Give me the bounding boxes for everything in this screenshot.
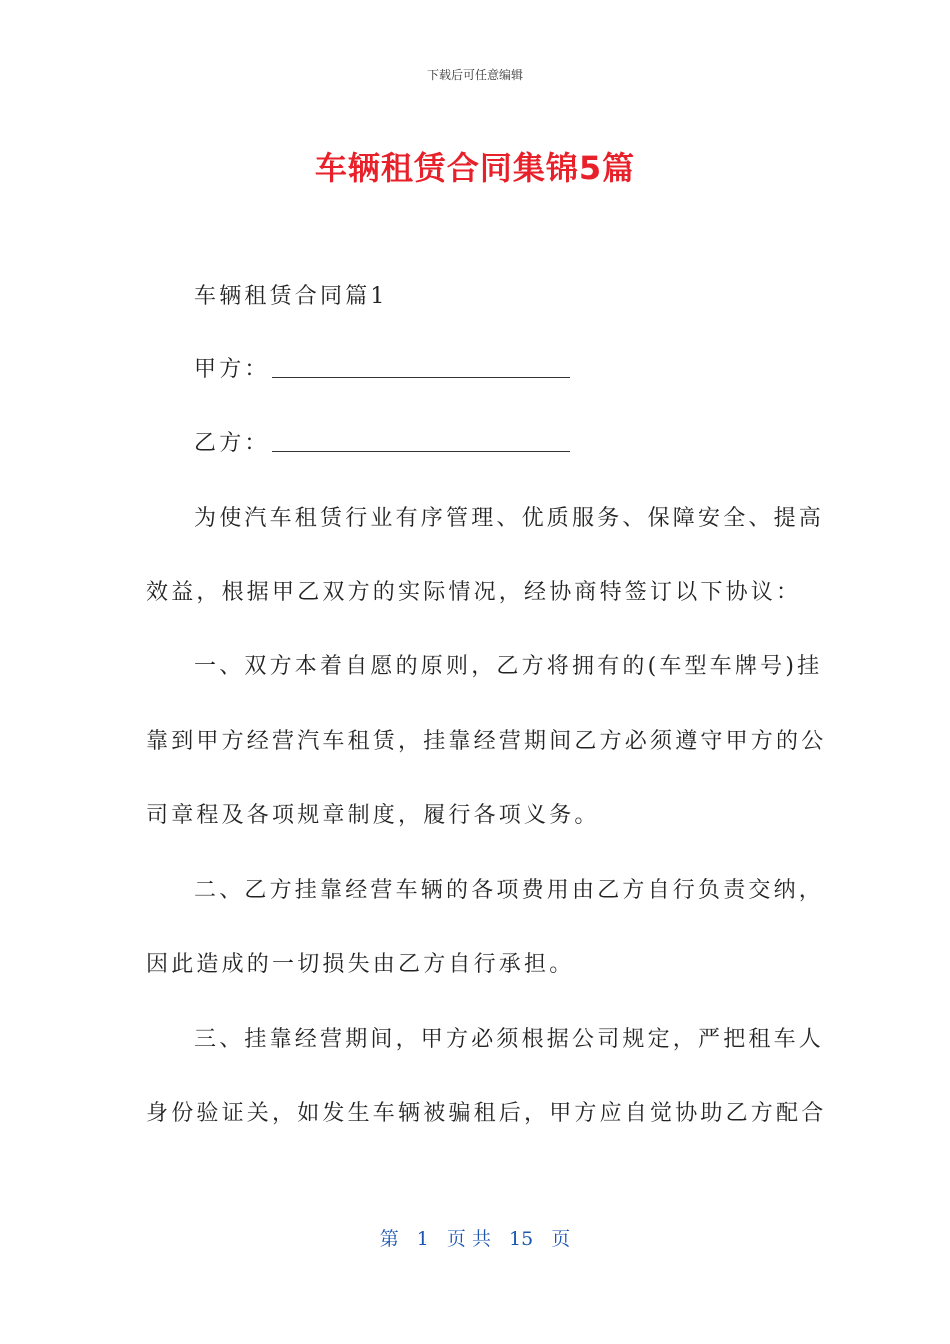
party-b-blank-field	[272, 429, 570, 452]
footer-page-number: 1	[416, 1228, 429, 1250]
party-a-blank-field	[272, 355, 570, 378]
body-line: 因此造成的一切损失由乙方自行承担。	[146, 952, 575, 977]
section-heading: 车辆租赁合同篇1	[194, 284, 388, 309]
party-a-line	[194, 355, 570, 385]
party-a-label: 甲方：	[194, 357, 270, 382]
body-line: 身份验证关，如发生车辆被骗租后，甲方应自觉协助乙方配合	[146, 1101, 827, 1126]
footer-total-pages: 15	[509, 1228, 534, 1250]
page-footer	[0, 1224, 950, 1251]
footer-suffix: 页	[551, 1228, 571, 1250]
body-line: 三、挂靠经营期间，甲方必须根据公司规定，严把租车人	[194, 1027, 825, 1052]
body-line: 一、双方本着自愿的原则，乙方将拥有的(车型车牌号)挂	[194, 654, 823, 679]
body-line: 效益，根据甲乙双方的实际情况，经协商特签订以下协议：	[146, 580, 802, 605]
header-note: 下载后可任意编辑	[426, 68, 523, 82]
party-b-line	[194, 429, 570, 459]
party-b-label: 乙方：	[194, 431, 270, 456]
body-line: 二、乙方挂靠经营车辆的各项费用由乙方自行负责交纳，	[194, 878, 825, 903]
body-line: 靠到甲方经营汽车租赁，挂靠经营期间乙方必须遵守甲方的公	[146, 729, 827, 754]
footer-middle: 页 共	[446, 1228, 491, 1250]
footer-prefix: 第	[379, 1228, 399, 1250]
body-line: 为使汽车租赁行业有序管理、优质服务、保障安全、提高	[194, 506, 825, 531]
document-title: 车辆租赁合同集锦5篇	[314, 149, 636, 187]
body-line: 司章程及各项规章制度，履行各项义务。	[146, 803, 600, 828]
